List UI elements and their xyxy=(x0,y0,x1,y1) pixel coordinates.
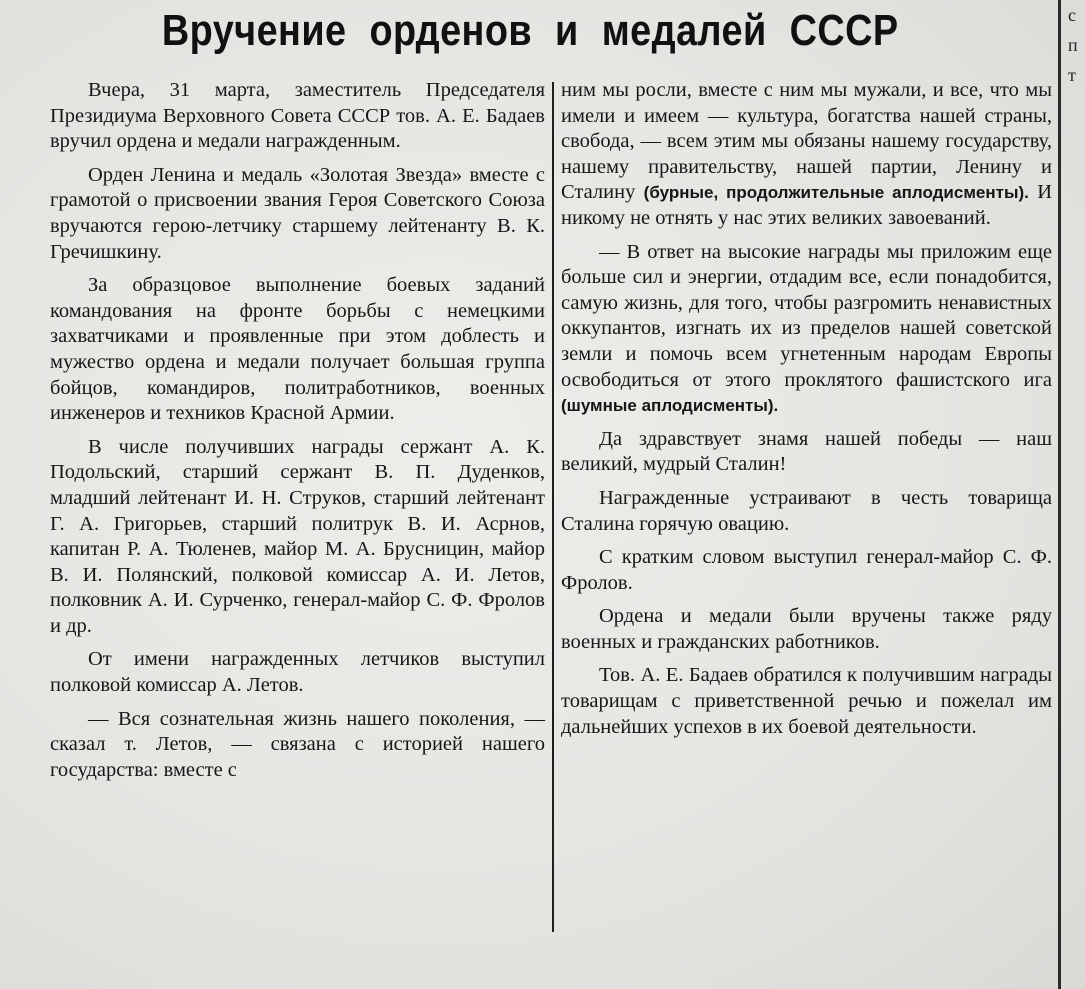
paragraph-group-award: За образцовое выполнение боевых заданий командования на фронте борьбы с немецкими захватчиками и проявленные при этом доблесть и мужество ордена и медали получает большая группа бойцов, командиров, политработников, военных инженеров и техников Красной Армии. xyxy=(50,274,545,425)
paragraph-recipients-list: В числе получивших награды сержант А. К. Подольский, старший сержант В. П. Дуденков, младший лейтенант И. Н. Струков, старший лейтенант Г. А. Григорьев, старший политрук В. И. Асрнов, капитан Р. А. Тюленев, майор М. А. Брусницин, майор В. И. Полянский, полковой комиссар А. И. Летов, полковник А. И. Сурченко, генерал-майор С. Ф. Фролов и др. xyxy=(50,435,545,637)
paragraph-banner-slogan: Да здравствует знамя нашей победы — наш великий, мудрый Сталин! xyxy=(561,427,1052,476)
fragment-letter: т xyxy=(1068,65,1076,85)
paragraph-speech-start: — Вся сознательная жизнь нашего поколения, — сказал т. Летов, — связана с историей нашего государства: вместе с xyxy=(50,707,545,781)
applause-remark: (бурные, продолжительные аплодисменты). xyxy=(643,183,1029,203)
speech-continuation-tail: И никому не отнять у нас этих великих завоеваний. xyxy=(561,181,1053,229)
paragraph-speaker: От имени награжденных летчиков выступил полковой комиссар А. Летов. xyxy=(50,648,545,697)
speech-answer-text: — В ответ на высокие награды мы приложим еще больше сил и энергии, отдадим все, если понадобится, самую жизнь, для того, чтобы разгромить ненавистных оккупантов, изгнать их из пределов нашей советской земли и помочь всем угнетенным народам Европы освободиться от этого проклятого фашистского ига xyxy=(561,240,1052,391)
page-edge-rule xyxy=(1058,0,1061,989)
speech-continuation-text: ним мы росли, вместе с ним мы мужали, и все, что мы имели и имеем — культура, богатства нашей страны, свобода, — всем этим мы обязаны нашему государству, нашему правительству, нашей партии, Ленину и Сталину xyxy=(561,79,1052,204)
left-column xyxy=(50,78,545,791)
applause-remark-noisy: (шумные аплодисменты). xyxy=(561,396,779,416)
column-divider xyxy=(552,82,554,932)
paragraph-intro: Вчера, 31 марта, заместитель Председателя Президиума Верховного Совета СССР тов. А. Е. Бадаев вручил ордена и медали награжденным. xyxy=(50,79,545,153)
paragraph-badaev-closing: Тов. А. Е. Бадаев обратился к получившим награды товарищам с приветственной речью и пожелал им дальнейших успехов в их боевой деятельности. xyxy=(561,664,1052,738)
paragraph-speech-continuation xyxy=(561,78,1052,232)
paragraph-frolov-speech: С кратким словом выступил генерал-майор С. Ф. Фролов. xyxy=(561,546,1052,594)
right-column xyxy=(561,78,1052,748)
paragraph-hero-award: Орден Ленина и медаль «Золотая Звезда» вместе с грамотой о присвоении звания Героя Советского Союза вручаются герою-летчику старшему лейтенанту В. К. Гречишкину. xyxy=(50,163,545,263)
fragment-letter: с xyxy=(1068,5,1076,25)
paragraph-other-awards: Ордена и медали были вручены также ряду военных и гражданских работников. xyxy=(561,605,1052,653)
adjacent-column-fragment xyxy=(1068,0,1085,90)
paragraph-speech-answer xyxy=(561,240,1052,419)
fragment-letter: п xyxy=(1068,35,1078,55)
paragraph-ovation: Награжденные устраивают в честь товарища Сталина горячую овацию. xyxy=(561,486,1052,535)
article-headline: Вручение орденов и медалей СССР xyxy=(161,6,899,55)
